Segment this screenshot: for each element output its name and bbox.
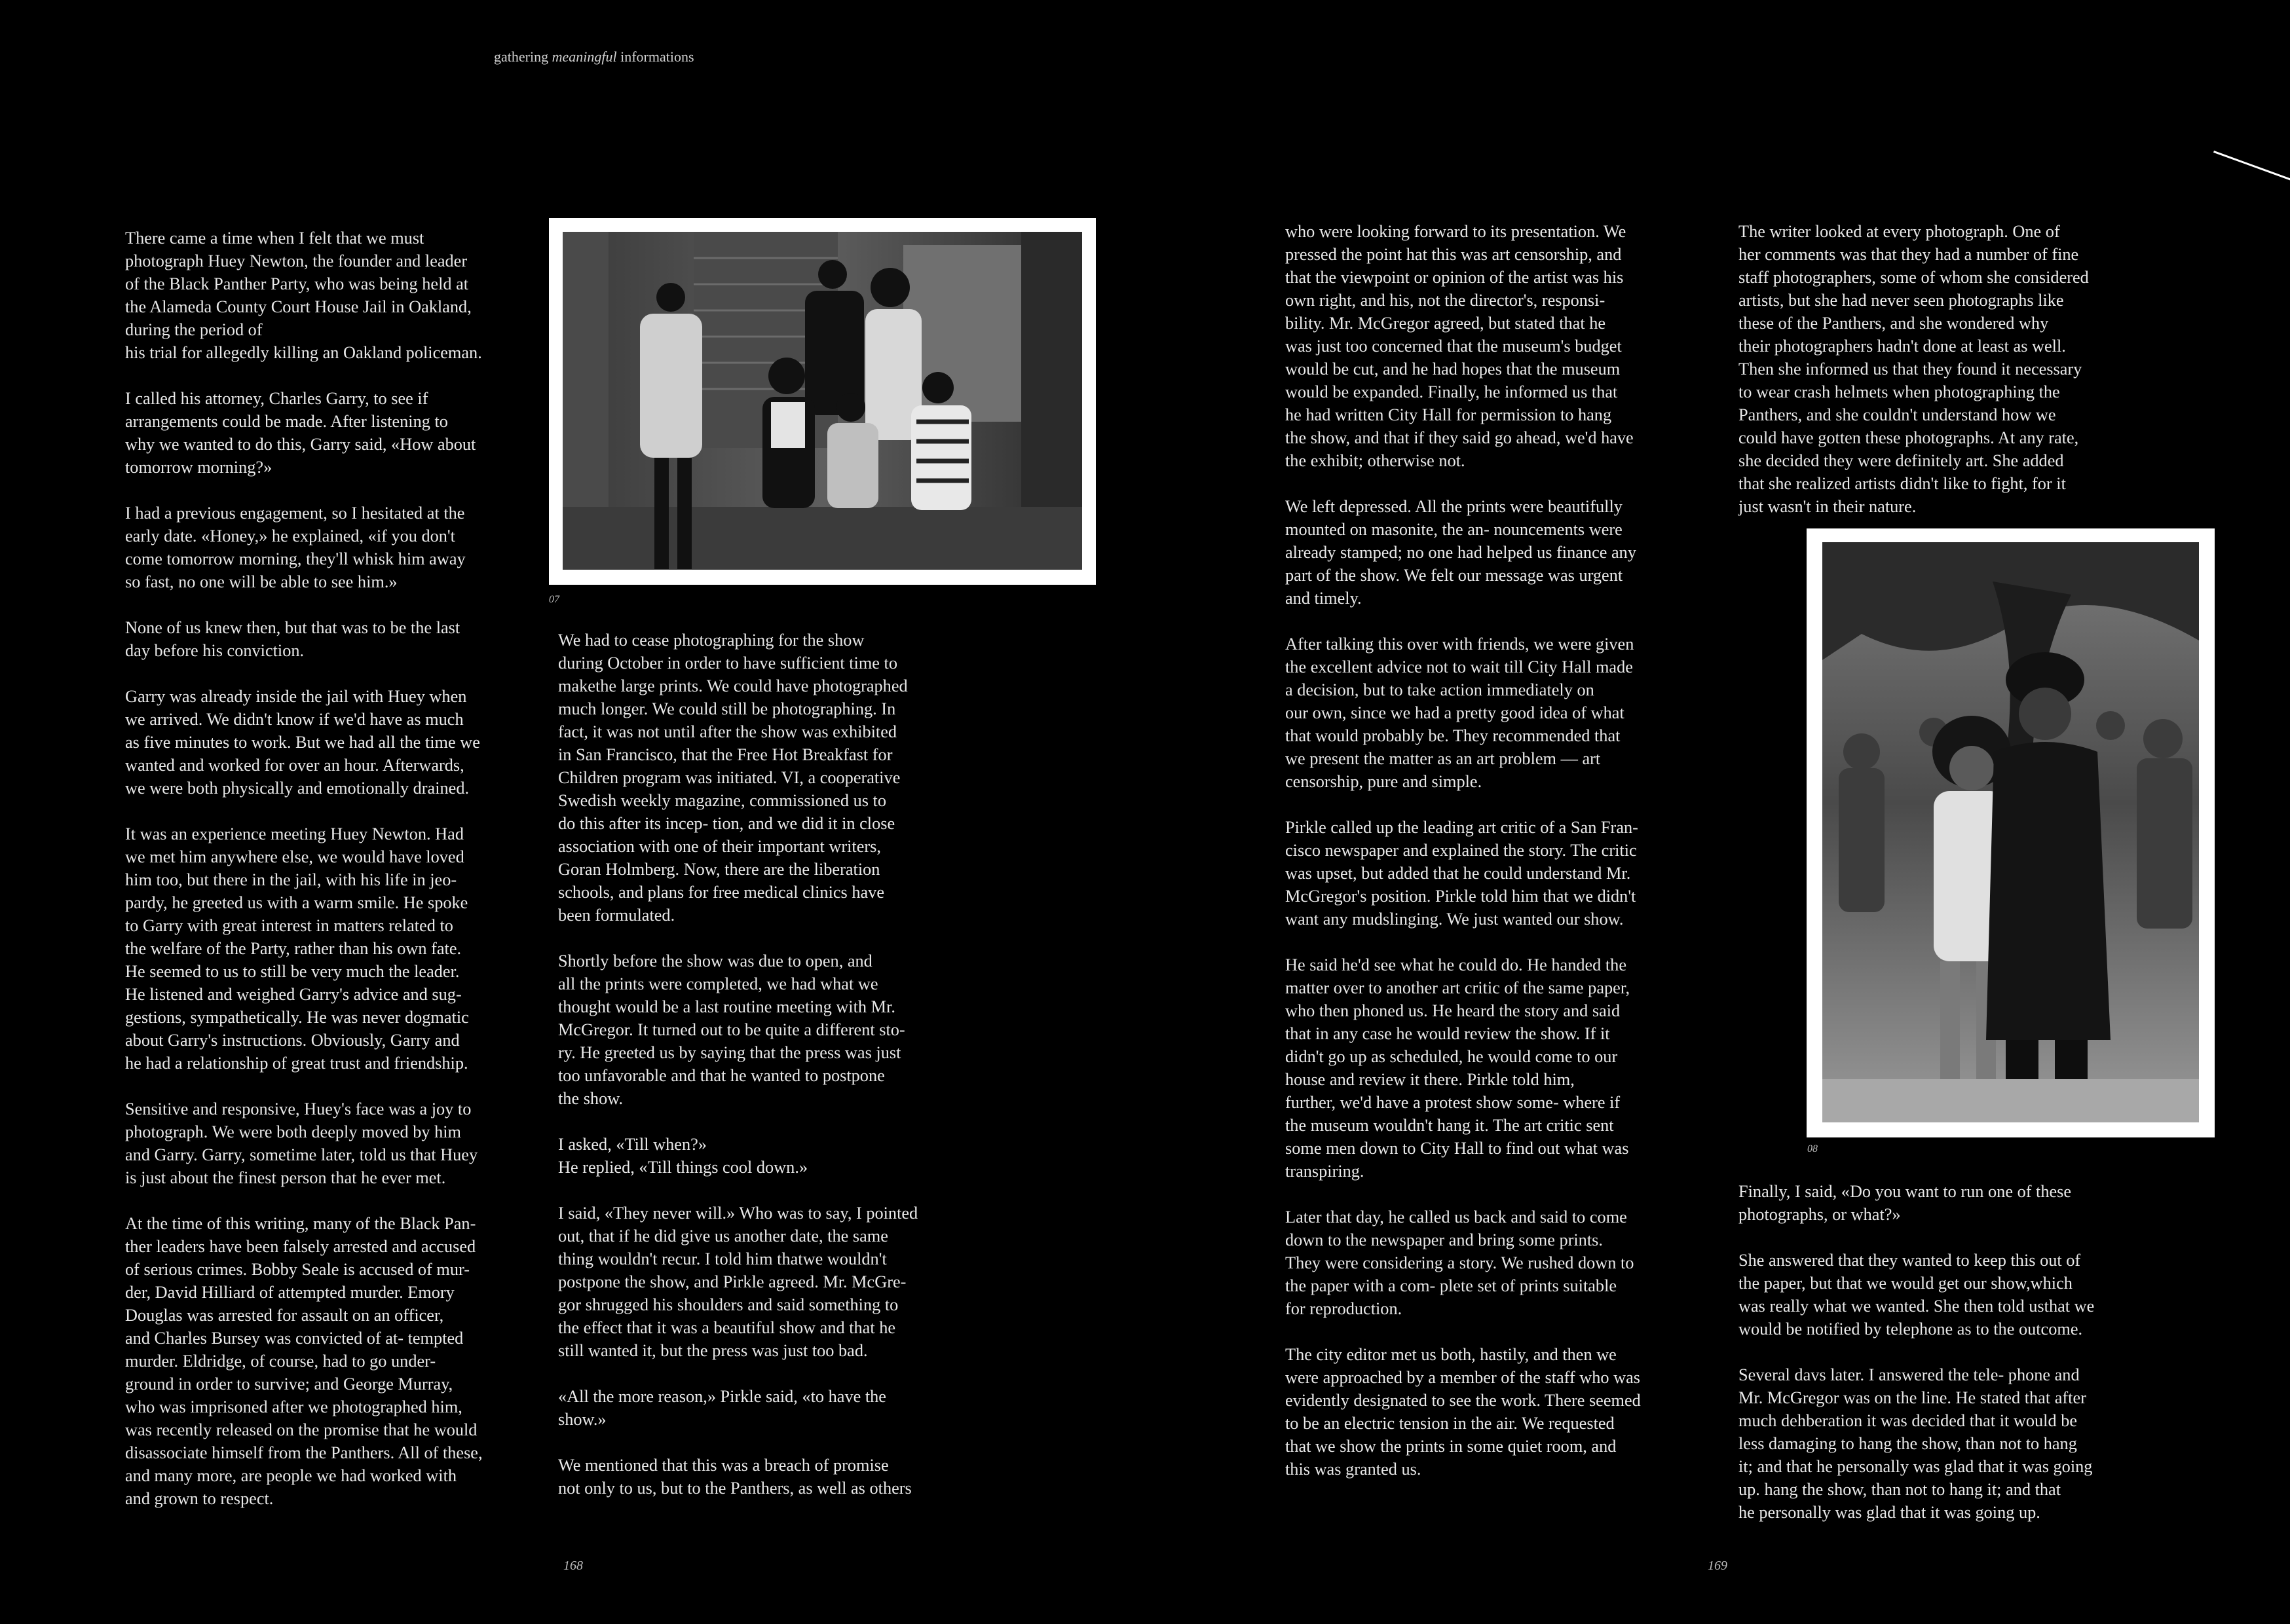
text-line: Several davs later. I answered the tele- phone and (1738, 1365, 2080, 1384)
text-line: do this after its incep- tion, and we did it in close (558, 814, 895, 833)
text-line: transpiring. (1285, 1162, 1364, 1181)
text-line: photographs, or what?» (1738, 1205, 1901, 1224)
text-line: to Garry with great interest in matters related to (125, 916, 453, 935)
text-line: and grown to respect. (125, 1489, 274, 1508)
text-line: ther leaders have been falsely arrested and accused (125, 1237, 476, 1256)
text-line: wanted and worked for over an hour. Afterwards, (125, 756, 464, 775)
text-line: staff photographers, some of whom she considered (1738, 268, 2089, 287)
paragraph (1285, 1343, 1691, 1481)
text-line: a decision, but to take action immediately on (1285, 680, 1594, 699)
paragraph (1738, 1249, 2145, 1340)
text-line: want any mudslinging. We just wanted our show. (1285, 910, 1624, 929)
text-line: much dehberation it was decided that it would be (1738, 1411, 2078, 1430)
header-pre: gathering (494, 48, 549, 65)
text-line: disassociate himself from the Panthers. All of these, (125, 1443, 483, 1462)
page-number-right: 169 (1708, 1559, 1727, 1573)
text-line: bility. Mr. McGregor agreed, but stated that he (1285, 314, 1606, 333)
text-line: own right, and his, not the director's, responsi- (1285, 291, 1605, 310)
text-line: I said, «They never will.» Who was to say, I pointed (558, 1204, 918, 1223)
paragraph (125, 685, 531, 800)
text-line: Shortly before the show was due to open, and (558, 951, 873, 970)
text-line: He seemed to us to still be very much the leader. (125, 962, 460, 981)
paragraph (558, 1385, 964, 1431)
text-line: their photographers hadn't done at least as well. (1738, 337, 2066, 356)
text-line: arrangements could be made. After listening to (125, 412, 448, 431)
text-line: that in any case he would review the show. If it (1285, 1024, 1610, 1043)
paragraph (125, 227, 531, 364)
paragraph (1738, 220, 2145, 518)
text-line: been formulated. (558, 906, 675, 925)
text-line: so fast, no one will be able to see him.» (125, 572, 398, 591)
column-4-top (1738, 220, 2145, 541)
text-line: just wasn't in their nature. (1738, 497, 1917, 516)
text-line: Mr. McGregor was on the line. He stated that after (1738, 1388, 2086, 1407)
text-line: in San Francisco, that the Free Hot Breakfast for (558, 745, 893, 764)
running-header (494, 48, 694, 65)
text-line: He replied, «Till things cool down.» (558, 1158, 808, 1177)
text-line: who then phoned us. He heard the story and said (1285, 1001, 1621, 1020)
text-line: down to the newspaper and bring some prints. (1285, 1230, 1603, 1249)
text-line: about Garry's instructions. Obviously, Garry and (125, 1031, 460, 1050)
text-line: He listened and weighed Garry's advice and sug- (125, 985, 462, 1004)
text-line: it; and that he personally was glad that it was going (1738, 1457, 2093, 1476)
text-line: was really what we wanted. She then told usthat we (1738, 1297, 2095, 1316)
text-line: association with one of their important writers, (558, 837, 881, 856)
paragraph (125, 502, 531, 593)
text-line: the excellent advice not to wait till City Hall made (1285, 657, 1633, 676)
text-line: postpone the show, and Pirkle agreed. Mr. McGre- (558, 1272, 907, 1291)
text-line: Then she informed us that they found it necessary (1738, 360, 2082, 378)
text-line: artists, but she had never seen photographs like (1738, 291, 2064, 310)
text-line: He said he'd see what he could do. He handed the (1285, 955, 1627, 974)
text-line: Goran Holmberg. Now, there are the liberation (558, 860, 880, 879)
text-line: The writer looked at every photograph. One of (1738, 222, 2060, 241)
text-line: She answered that they wanted to keep this out of (1738, 1251, 2081, 1270)
text-line: There came a time when I felt that we must (125, 229, 424, 248)
text-line: photograph Huey Newton, the founder and leader (125, 251, 468, 270)
text-line: the effect that it was a beautiful show and that he (558, 1318, 896, 1337)
paragraph (1285, 816, 1691, 931)
text-line: not only to us, but to the Panthers, as well as others (558, 1479, 912, 1498)
text-line: up. hang the show, than not to hang it; and that (1738, 1480, 2061, 1499)
text-line: that the viewpoint or opinion of the artist was his (1285, 268, 1624, 287)
paragraph (125, 822, 531, 1075)
photo-08-crowd-portrait (1807, 528, 2215, 1137)
text-line: McGregor's position. Pirkle told him that we didn't (1285, 887, 1636, 906)
text-line: we were both physically and emotionally drained. (125, 779, 470, 798)
text-line: his trial for allegedly killing an Oakland policeman. (125, 343, 482, 362)
text-line: der, David Hilliard of attempted murder. Emory (125, 1283, 455, 1302)
text-line: makethe large prints. We could have photographed (558, 676, 908, 695)
text-line: Finally, I said, «Do you want to run one of these (1738, 1182, 2072, 1201)
text-line: I called his attorney, Charles Garry, to see if (125, 389, 428, 408)
paragraph (1285, 1206, 1691, 1320)
paragraph (558, 1202, 964, 1362)
text-line: were approached by a member of the staff who was (1285, 1368, 1641, 1387)
text-line: some men down to City Hall to find out what was (1285, 1139, 1629, 1158)
text-line: who were looking forward to its presentation. We (1285, 222, 1626, 241)
paragraph (1738, 1180, 2145, 1226)
text-line: The city editor met us both, hastily, and then we (1285, 1345, 1617, 1364)
text-line: day before his conviction. (125, 641, 305, 660)
paragraph (125, 1098, 531, 1189)
text-line: and Garry. Garry, sometime later, told us that Huey (125, 1145, 478, 1164)
text-line: tomorrow morning?» (125, 458, 272, 477)
text-line: we arrived. We didn't know if we'd have as much (125, 710, 464, 729)
photo-07-family-portrait (549, 218, 1096, 585)
text-line: After talking this over with friends, we were given (1285, 635, 1634, 654)
page-number-left: 168 (563, 1559, 583, 1573)
paragraph (1285, 633, 1691, 793)
text-line: all the prints were completed, we had what we (558, 974, 878, 993)
text-line: he personally was glad that it was going up. (1738, 1503, 2040, 1522)
text-line: I asked, «Till when?» (558, 1135, 707, 1154)
text-line: out, that if he did give us another date, the same (558, 1227, 888, 1246)
text-line: Sensitive and responsive, Huey's face was a joy to (125, 1099, 472, 1118)
text-line: evidently designated to see the work. There seemed (1285, 1391, 1641, 1410)
paragraph (558, 950, 964, 1110)
text-line: gestions, sympathetically. He was never dogmatic (125, 1008, 469, 1027)
text-line: was just too concerned that the museum's budget (1285, 337, 1622, 356)
text-line: pardy, he greeted us with a warm smile. He spoke (125, 893, 468, 912)
photo-08-image (1822, 542, 2199, 1122)
text-line: too unfavorable and that he wanted to postpone (558, 1066, 885, 1085)
caption-07: 07 (549, 594, 559, 605)
text-line: we met him anywhere else, we would have loved (125, 847, 464, 866)
text-line: that would probably be. They recommended that (1285, 726, 1621, 745)
text-line: cisco newspaper and explained the story. The critic (1285, 841, 1637, 860)
paragraph (558, 1133, 964, 1179)
paragraph (1285, 953, 1691, 1183)
text-line: he had written City Hall for permission to hang (1285, 405, 1612, 424)
paragraph (1285, 495, 1691, 610)
text-line: for reproduction. (1285, 1299, 1402, 1318)
text-line: Later that day, he called us back and said to come (1285, 1208, 1627, 1227)
photo-07-image (563, 232, 1082, 570)
text-line: Douglas was arrested for assault on an officer, (125, 1306, 444, 1325)
text-line: our own, since we had a pretty good idea of what (1285, 703, 1624, 722)
text-line: Swedish weekly magazine, commissioned us to (558, 791, 887, 810)
column-1 (125, 227, 531, 1533)
text-line: to wear crash helmets when photographing the (1738, 382, 2060, 401)
text-line: of serious crimes. Bobby Seale is accused of mur- (125, 1260, 470, 1279)
text-line: he had a relationship of great trust and friendship. (125, 1054, 468, 1073)
text-line: that we show the prints in some quiet room, and (1285, 1437, 1617, 1456)
text-line: the show, and that if they said go ahead, we'd have (1285, 428, 1634, 447)
text-line: didn't go up as scheduled, he would come to our (1285, 1047, 1618, 1066)
text-line: None of us knew then, but that was to be the last (125, 618, 460, 637)
text-line: fact, it was not until after the show was exhibited (558, 722, 897, 741)
text-line: the Alameda County Court House Jail in Oakland, (125, 297, 472, 316)
text-line: the exhibit; otherwise not. (1285, 451, 1465, 470)
paragraph (125, 387, 531, 479)
text-line: is just about the finest person that he ever met. (125, 1168, 446, 1187)
text-line: who was imprisoned after we photographed him, (125, 1397, 462, 1416)
text-line: I had a previous engagement, so I hesitated at the (125, 504, 465, 523)
paragraph (1285, 220, 1691, 472)
text-line: would be expanded. Finally, he informed us that (1285, 382, 1618, 401)
text-line: much longer. We could still be photographing. In (558, 699, 896, 718)
text-line: the paper, but that we would get our show,which (1738, 1274, 2073, 1293)
text-line: less damaging to hang the show, than not to hang (1738, 1434, 2077, 1453)
text-line: Garry was already inside the jail with Huey when (125, 687, 467, 706)
text-line: the paper with a com- plete set of prints suitable (1285, 1276, 1617, 1295)
text-line: We mentioned that this was a breach of promise (558, 1456, 889, 1475)
text-line: thing wouldn't recur. I told him thatwe wouldn't (558, 1249, 887, 1268)
text-line: It was an experience meeting Huey Newton. Had (125, 824, 464, 843)
text-line: ground in order to survive; and George Murray, (125, 1375, 453, 1393)
text-line: pressed the point hat this was art censorship, and (1285, 245, 1622, 264)
text-line: could have gotten these photographs. At any rate, (1738, 428, 2079, 447)
text-line: was upset, but added that he could understand Mr. (1285, 864, 1631, 883)
text-line: was recently released on the promise that he would (125, 1420, 478, 1439)
text-line: censorship, pure and simple. (1285, 772, 1482, 791)
text-line: her comments was that they had a number of fine (1738, 245, 2079, 264)
text-line: these of the Panthers, and she wondered why (1738, 314, 2049, 333)
text-line: already stamped; no one had helped us finance any (1285, 543, 1636, 562)
text-line: We left depressed. All the prints were beautifully (1285, 497, 1623, 516)
text-line: would be cut, and he had hopes that the museum (1285, 360, 1621, 378)
text-line: and timely. (1285, 589, 1362, 608)
text-line: schools, and plans for free medical clinics have (558, 883, 884, 902)
text-line: «All the more reason,» Pirkle said, «to have the (558, 1387, 886, 1406)
text-line: the show. (558, 1089, 624, 1108)
page-corner-line (2213, 151, 2290, 186)
text-line: thought would be a last routine meeting with Mr. (558, 997, 895, 1016)
text-line: further, we'd have a protest show some- where if (1285, 1093, 1621, 1112)
text-line: early date. «Honey,» he explained, «if you don't (125, 526, 455, 545)
text-line: and Charles Bursey was convicted of at- tempted (125, 1329, 464, 1348)
paragraph (558, 629, 964, 927)
text-line: Pirkle called up the leading art critic of a San Fran- (1285, 818, 1638, 837)
text-line: that she realized artists didn't like to fight, for it (1738, 474, 2066, 493)
text-line: They were considering a story. We rushed down to (1285, 1253, 1634, 1272)
text-line: the museum wouldn't hang it. The art critic sent (1285, 1116, 1614, 1135)
text-line: murder. Eldridge, of course, had to go under- (125, 1352, 436, 1371)
text-line: this was granted us. (1285, 1460, 1421, 1479)
text-line: come tomorrow morning, they'll whisk him away (125, 549, 466, 568)
text-line: matter over to another art critic of the same paper, (1285, 978, 1630, 997)
column-4-bottom (1738, 1180, 2145, 1547)
header-post: informations (620, 48, 694, 65)
text-line: of the Black Panther Party, who was being held at (125, 274, 469, 293)
text-line: as five minutes to work. But we had all the time we (125, 733, 480, 752)
text-line: part of the show. We felt our message was urgent (1285, 566, 1623, 585)
text-line: still wanted it, but the press was just too bad. (558, 1341, 868, 1360)
text-line: the welfare of the Party, rather than his own fate. (125, 939, 462, 958)
text-line: ry. He greeted us by saying that the press was just (558, 1043, 901, 1062)
paragraph (558, 1454, 964, 1500)
column-2 (558, 629, 964, 1522)
text-line: mounted on masonite, the an- nouncements were (1285, 520, 1623, 539)
text-line: house and review it there. Pirkle told him, (1285, 1070, 1575, 1089)
text-line: gor shrugged his shoulders and said something to (558, 1295, 899, 1314)
text-line: we present the matter as an art problem — art (1285, 749, 1601, 768)
text-line: him too, but there in the jail, with his life in jeo- (125, 870, 457, 889)
caption-08: 08 (1807, 1143, 1818, 1154)
text-line: during October in order to have sufficient time to (558, 654, 898, 673)
text-line: and many more, are people we had worked with (125, 1466, 457, 1485)
paragraph (125, 616, 531, 662)
column-3 (1285, 220, 1691, 1504)
text-line: she decided they were definitely art. She added (1738, 451, 2064, 470)
text-line: Children program was initiated. VI, a cooperative (558, 768, 901, 787)
header-emphasis: meaningful (552, 48, 617, 65)
text-line: to be an electric tension in the air. We requested (1285, 1414, 1615, 1433)
text-line: At the time of this writing, many of the Black Pan- (125, 1214, 476, 1233)
text-line: photograph. We were both deeply moved by him (125, 1122, 461, 1141)
text-line: why we wanted to do this, Garry said, «How about (125, 435, 476, 454)
text-line: would be notified by telephone as to the outcome. (1738, 1320, 2083, 1338)
paragraph (125, 1212, 531, 1510)
paragraph (1738, 1363, 2145, 1524)
text-line: McGregor. It turned out to be quite a different sto- (558, 1020, 905, 1039)
text-line: show.» (558, 1410, 607, 1429)
text-line: during the period of (125, 320, 263, 339)
text-line: We had to cease photographing for the show (558, 631, 865, 650)
text-line: Panthers, and she couldn't understand how we (1738, 405, 2056, 424)
